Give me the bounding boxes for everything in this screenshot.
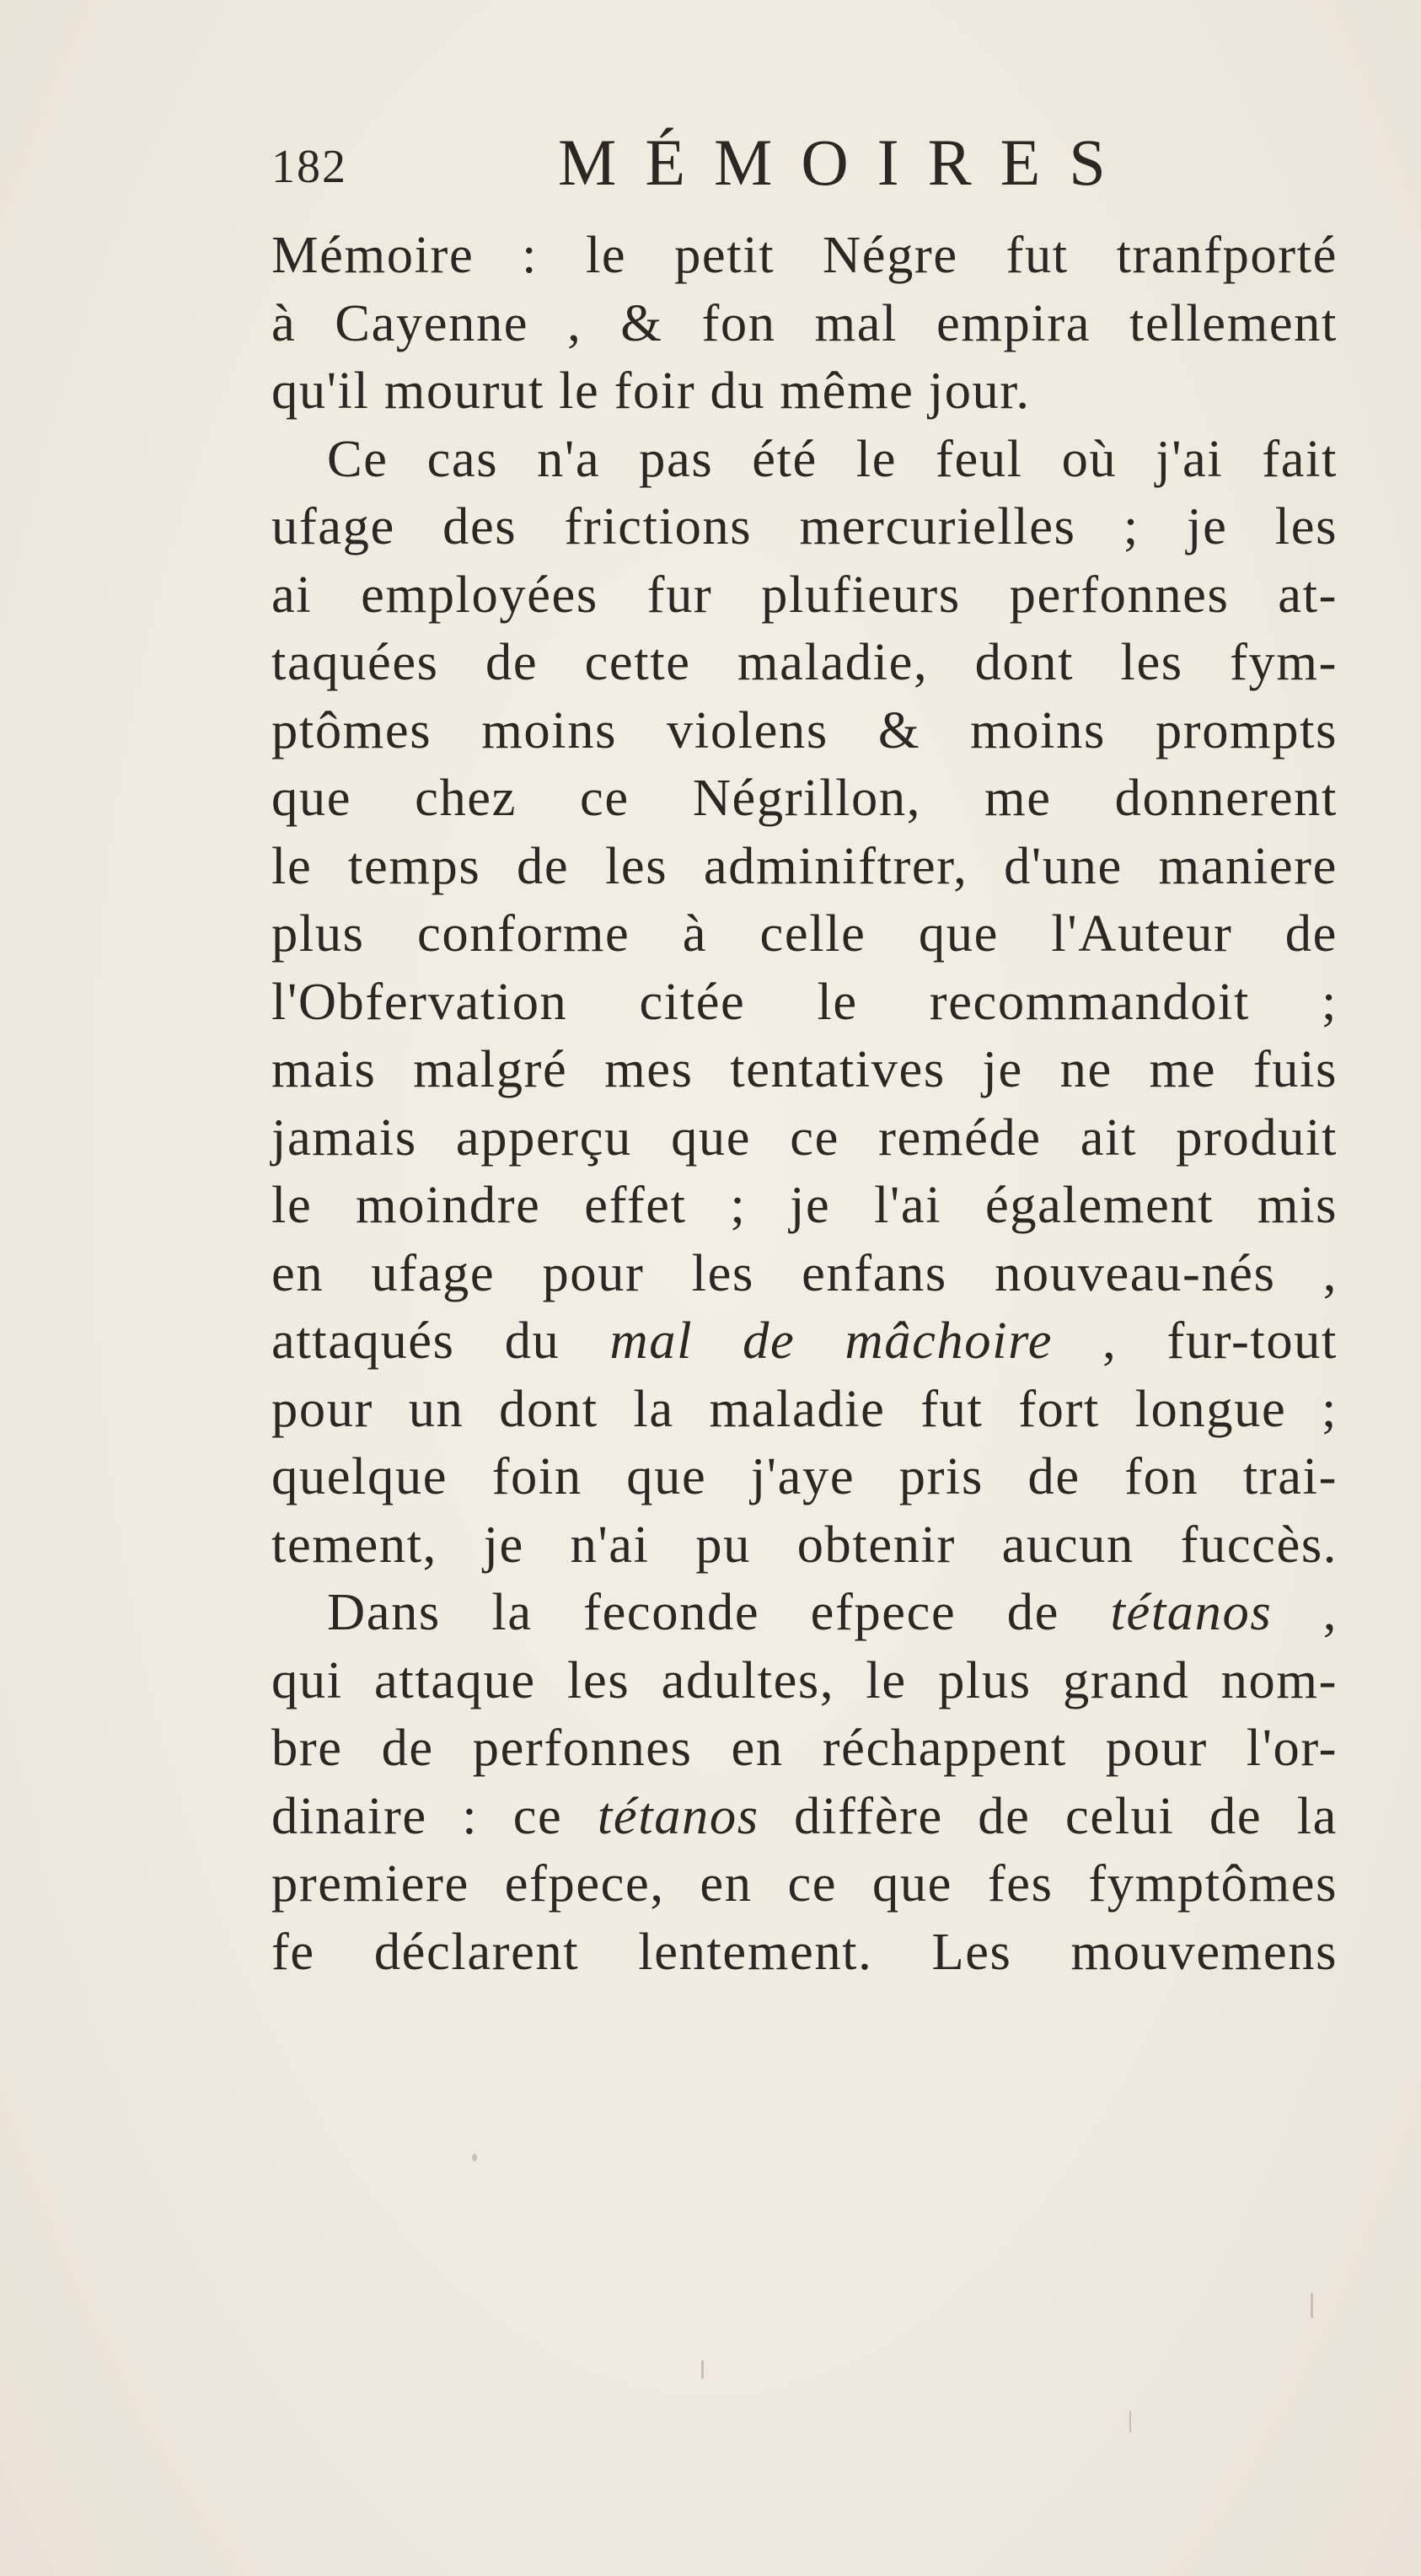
running-head: MÉMOIRES xyxy=(558,126,1134,199)
text-line: qu'il mourut le foir du même jour. xyxy=(271,361,1031,420)
paper-speck xyxy=(472,2154,477,2161)
text-line: que chez ce Négrillon, me donnerent xyxy=(271,768,1338,827)
text-line: pour un dont la maladie fut fort longue ; xyxy=(271,1378,1338,1438)
text-line: Ce cas n'a pas été le feul où j'ai fait xyxy=(327,428,1338,488)
text-line: le moindre effet ; je l'ai également mis xyxy=(271,1175,1338,1234)
text-segment: dinaire : ce xyxy=(271,1785,598,1845)
text-line: ai employées fur plufieurs perfonnes at- xyxy=(271,564,1338,624)
text-line xyxy=(271,1307,1338,1375)
body-text xyxy=(271,221,1338,1985)
paper-speck xyxy=(1129,2411,1131,2433)
text-segment: Dans la feconde efpece de xyxy=(327,1582,1111,1641)
text-line: bre de perfonnes en réchappent pour l'or- xyxy=(271,1718,1338,1777)
text-line xyxy=(271,1578,1338,1646)
italic-term: tétanos xyxy=(1110,1582,1273,1641)
text-line: ptômes moins violens & moins prompts xyxy=(271,700,1338,759)
text-line: plus conforme à celle que l'Auteur de xyxy=(271,904,1338,963)
text-line: en ufage pour les enfans nouveau-nés , xyxy=(271,1242,1338,1302)
text-line xyxy=(271,1782,1338,1850)
text-line: taquées de cette maladie, dont les fym- xyxy=(271,632,1338,691)
text-line: qui attaque les adultes, le plus grand nom- xyxy=(271,1650,1338,1709)
text-line: fe déclarent lentement. Les mouvemens xyxy=(271,1921,1338,1981)
italic-term: mal de mâchoire xyxy=(609,1311,1054,1370)
page-number: 182 xyxy=(271,141,347,193)
text-segment: diffère de celui de la xyxy=(759,1785,1338,1845)
text-segment: , xyxy=(1272,1582,1338,1641)
text-line: l'Obfervation citée le recommandoit ; xyxy=(271,971,1338,1031)
paper-speck xyxy=(701,2360,704,2379)
italic-term: tétanos xyxy=(597,1785,759,1845)
text-line: Mémoire : le petit Négre fut tranfporté xyxy=(271,225,1338,284)
text-segment: , fur-tout xyxy=(1053,1311,1338,1370)
text-segment: attaqués du xyxy=(271,1311,610,1370)
text-line: quelque foin que j'aye pris de fon trai- xyxy=(271,1446,1338,1505)
page-header xyxy=(271,125,1165,217)
text-line: jamais apperçu que ce reméde ait produit xyxy=(271,1107,1338,1167)
text-line: ufage des frictions mercurielles ; je les xyxy=(271,496,1338,555)
text-line: mais malgré mes tentatives je ne me fuis xyxy=(271,1039,1338,1098)
text-line: tement, je n'ai pu obtenir aucun fuccès. xyxy=(271,1514,1338,1574)
text-line: le temps de les adminiftrer, d'une maniere xyxy=(271,835,1338,895)
paper-speck xyxy=(1311,2293,1313,2318)
text-line: premiere efpece, en ce que fes fymptômes xyxy=(271,1854,1338,1913)
text-line: à Cayenne , & fon mal empira tellement xyxy=(271,292,1338,352)
